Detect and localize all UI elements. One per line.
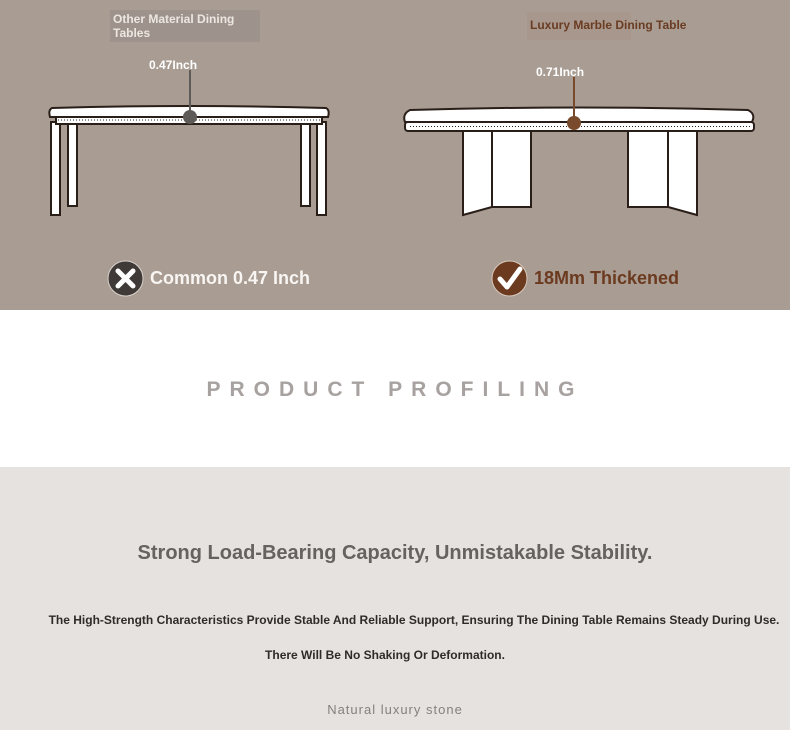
verdict-common-text: Common 0.47 Inch	[150, 267, 311, 288]
section-title: PRODUCT PROFILING	[206, 378, 584, 401]
thickness-value-left: 0.47Inch	[149, 58, 198, 72]
feature-description-line-1: The High-Strength Characteristics Provide Stable And Reliable Support, Ensuring The Dining Table Remains Steady During Use.	[48, 613, 780, 627]
load-bearing-feature-section	[0, 467, 790, 730]
marble-table-label: Luxury Marble Dining Table	[527, 12, 631, 40]
marble-table-drawing	[404, 77, 754, 215]
thickness-value-right: 0.71Inch	[536, 65, 585, 79]
feature-tagline: Natural luxury stone	[327, 702, 463, 717]
verdict-thickened-text: 18Mm Thickened	[534, 267, 680, 288]
feature-headline: Strong Load-Bearing Capacity, Unmistakable Stability.	[137, 542, 653, 564]
measure-marker-left	[183, 110, 197, 124]
feature-description-line-2: There Will Be No Shaking Or Deformation.	[265, 648, 505, 662]
thickness-comparison-panel	[0, 0, 790, 310]
cross-icon	[107, 260, 144, 297]
check-icon	[491, 260, 528, 297]
product-profiling-section	[0, 310, 790, 467]
measure-marker-right	[567, 116, 581, 130]
other-material-table-drawing	[49, 70, 328, 215]
verdict-common	[107, 258, 310, 298]
verdict-thickened	[491, 258, 679, 298]
other-material-label: Other Material Dining Tables	[110, 10, 260, 42]
